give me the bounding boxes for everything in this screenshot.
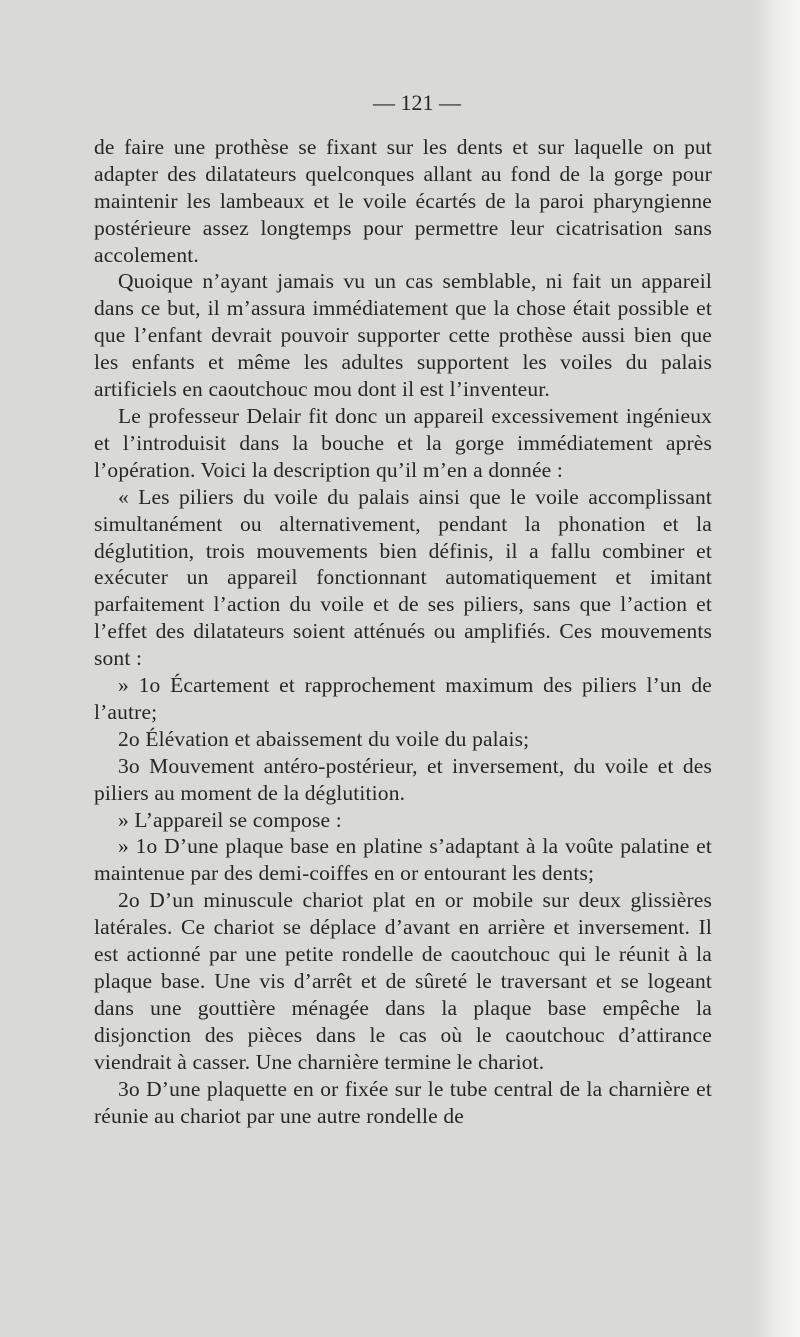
paragraph-2: Quoique n’ayant jamais vu un cas semblable, ni fait un appareil dans ce but, il m’assura immédiatement que la chose était possible et que l’enfant devrait pouvoir supporter cette prothèse aussi bien que les enfants et même les adultes supportent les voiles du palais artificiels en caoutchouc mou dont il est l’inventeur. [94, 269, 712, 402]
paragraph-1: de faire une prothèse se fixant sur les dents et sur laquelle on put adapter des dilatateurs quelconques allant au fond de la gorge pour maintenir les lambeaux et le voile écartés de la paroi pharyngienne postérieure assez longtemps pour permettre leur cicatrisation sans accolement. [94, 134, 712, 267]
paragraph-6: 2o Élévation et abaissement du voile du palais; [118, 726, 530, 751]
paragraph-10: 2o D’un minuscule chariot plat en or mobile sur deux glissières latérales. Ce chariot se déplace d’avant en arrière et inversement. Il est actionné par une petite rondelle de caoutchouc qui le réunit à la plaque base. Une vis d’arrêt et de sûreté le traversant et se logeant dans une gouttière ménagée dans la plaque base empêche la disjonction des pièces dans le cas où le caoutchouc d’attirance viendrait à casser. Une charnière termine le chariot. [94, 888, 712, 1074]
page-number: — 121 — [373, 90, 461, 115]
paragraph-4: « Les piliers du voile du palais ainsi que le voile accomplissant simultanément ou alternativement, pendant la phonation et la déglutition, trois mouvements bien définis, il a fallu combiner et exécuter un appareil fonctionnant automatiquement et imitant parfaitement l’action du voile et de ses piliers, sans que l’action et l’effet des dilatateurs soient atténués ou amplifiés. Ces mouvements sont : [94, 484, 712, 671]
paragraph-9: » 1o D’une plaque base en platine s’adaptant à la voûte palatine et maintenue par des demi-coiffes en or entourant les dents; [94, 834, 712, 886]
paragraph-8: » L’appareil se compose : [118, 807, 342, 832]
page-body [94, 90, 712, 1129]
paragraph-7: 3o Mouvement antéro-postérieur, et inversement, du voile et des piliers au moment de la déglutition. [94, 753, 712, 805]
paragraph-3: Le professeur Delair fit donc un appareil excessivement ingénieux et l’introduisit dans la bouche et la gorge immédiatement après l’opération. Voici la description qu’il m’en a donnée : [94, 403, 712, 482]
paragraph-5: » 1o Écartement et rapprochement maximum des piliers l’un de l’autre; [94, 673, 712, 724]
paragraph-11: 3o D’une plaquette en or fixée sur le tube central de la charnière et réunie au chariot par une autre rondelle de [94, 1076, 712, 1128]
